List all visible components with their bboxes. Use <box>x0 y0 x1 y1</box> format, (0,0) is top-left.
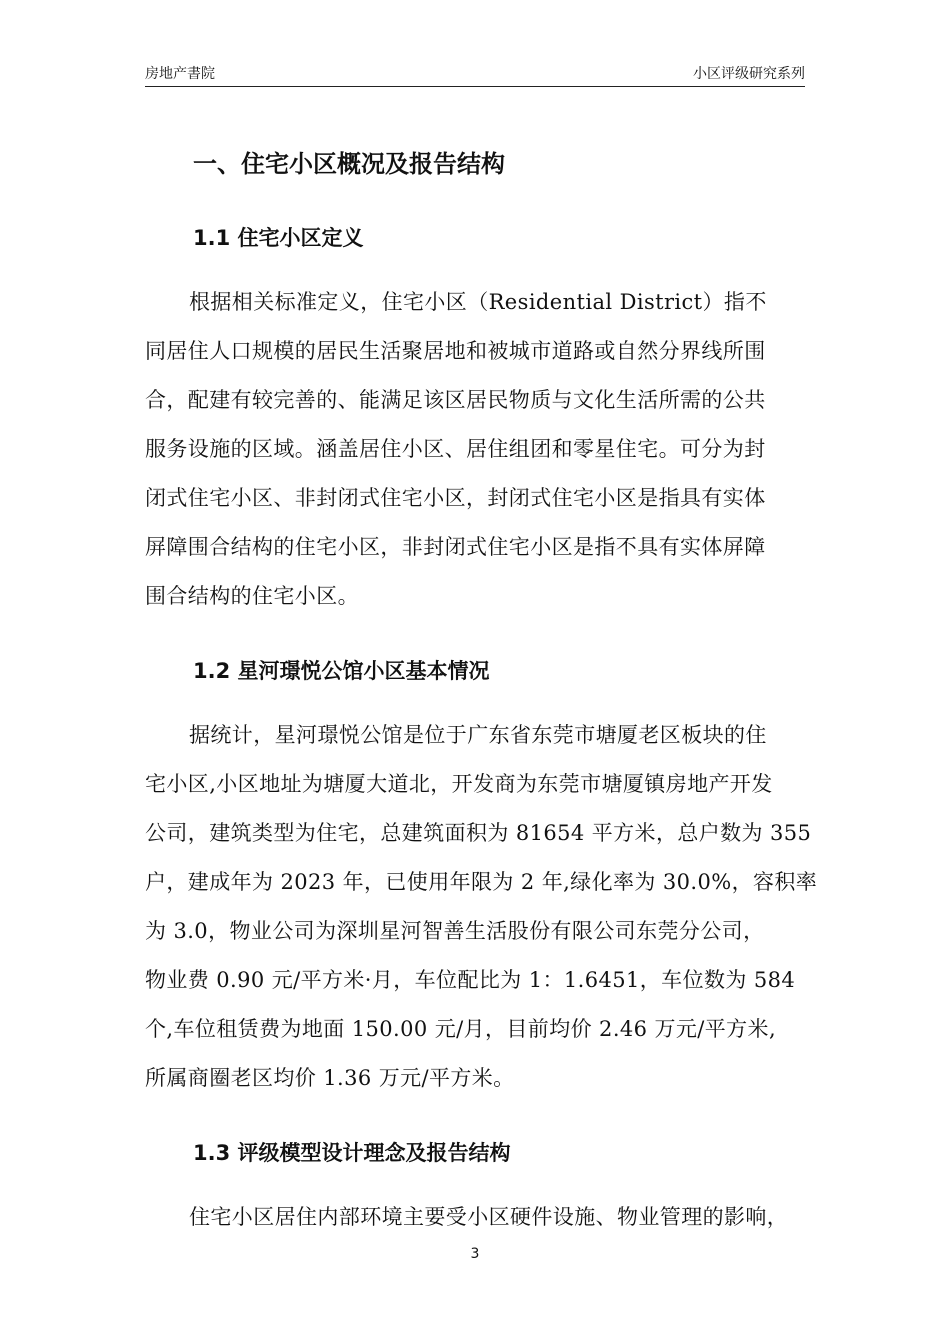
page-header <box>145 64 805 87</box>
paragraph-line: 据统计，星河璟悦公馆是位于广东省东莞市塘厦老区板块的住 <box>189 723 767 747</box>
paragraph-line: 服务设施的区域。涵盖居住小区、居住组团和零星住宅。可分为封 <box>145 437 766 461</box>
document-body <box>145 140 818 1242</box>
paragraph-line: 公司，建筑类型为住宅，总建筑面积为 81654 平方米，总户数为 355 <box>145 821 812 845</box>
section-1-2-paragraph <box>145 711 818 1103</box>
section-heading-1-1: 1.1 住宅小区定义 <box>193 226 364 250</box>
paragraph-line: 合，配建有较完善的、能满足该区居民物质与文化生活所需的公共 <box>145 388 766 412</box>
paragraph-line: 住宅小区居住内部环境主要受小区硬件设施、物业管理的影响， <box>189 1205 789 1229</box>
paragraph-line: 个,车位租赁费为地面 150.00 元/月，目前均价 2.46 万元/平方米, <box>145 1017 777 1041</box>
paragraph-line: 屏障围合结构的住宅小区，非封闭式住宅小区是指不具有实体屏障 <box>145 535 766 559</box>
section-1-1-paragraph <box>145 278 807 621</box>
paragraph-line: 宅小区,小区地址为塘厦大道北，开发商为东莞市塘厦镇房地产开发 <box>145 772 773 796</box>
section-1-3-paragraph <box>145 1193 807 1242</box>
header-publisher: 房地产書院 <box>145 66 215 82</box>
paragraph-line: 所属商圈老区均价 1.36 万元/平方米。 <box>145 1066 515 1090</box>
section-heading-1-2: 1.2 星河璟悦公馆小区基本情况 <box>193 659 490 683</box>
chapter-heading: 一、住宅小区概况及报告结构 <box>193 150 505 178</box>
page-number: 3 <box>470 1246 480 1262</box>
header-series-title: 小区评级研究系列 <box>693 66 805 82</box>
paragraph-line: 围合结构的住宅小区。 <box>145 584 359 608</box>
paragraph-line: 户，建成年为 2023 年，已使用年限为 2 年,绿化率为 30.0%，容积率 <box>145 870 818 894</box>
paragraph-line: 同居住人口规模的居民生活聚居地和被城市道路或自然分界线所围 <box>145 339 766 363</box>
paragraph-line: 物业费 0.90 元/平方米·月，车位配比为 1：1.6451，车位数为 584 <box>145 968 796 992</box>
section-heading-1-3: 1.3 评级模型设计理念及报告结构 <box>193 1141 511 1165</box>
paragraph-line: 根据相关标准定义，住宅小区（Residential District）指不 <box>189 290 767 314</box>
paragraph-line: 闭式住宅小区、非封闭式住宅小区，封闭式住宅小区是指具有实体 <box>145 486 766 510</box>
paragraph-line: 为 3.0，物业公司为深圳星河智善生活股份有限公司东莞分公司， <box>145 919 765 943</box>
